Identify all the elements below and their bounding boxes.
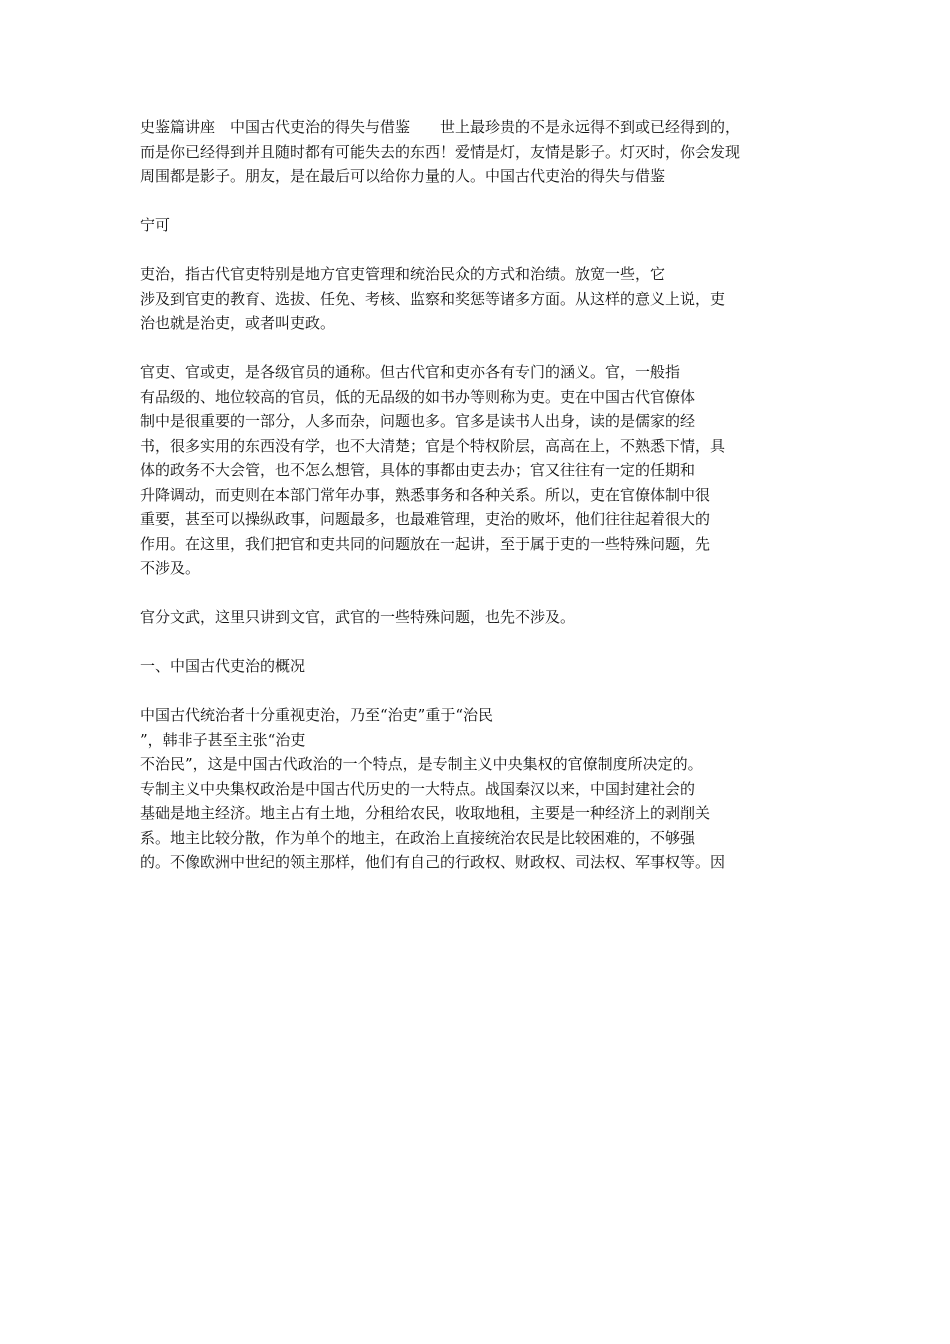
text-line: 重要，甚至可以操纵政事，问题最多，也最难管理，吏治的败坏，他们往往起着很大的 [140, 510, 711, 528]
text-line: 不涉及。 [140, 559, 201, 577]
text-line: 基础是地主经济。地主占有土地，分租给农民，收取地租，主要是一种经济上的剥削关 [140, 804, 711, 822]
text-line: 官吏、官或吏，是各级官员的通称。但古代官和吏亦各有专门的涵义。官，一般指 [140, 363, 681, 381]
paragraph-officials [140, 360, 820, 581]
document-body [140, 115, 820, 899]
section-heading-text: 一、中国古代吏治的概况 [140, 657, 306, 675]
text-line: 史鉴篇讲座 中国古代吏治的得失与借鉴 世上最珍贵的不是永远得不到或已经得到的， [140, 118, 741, 136]
text-line: 中国古代统治者十分重视吏治，乃至“治吏”重于“治民 [140, 706, 494, 724]
text-line: 系。地主比较分散，作为单个的地主，在政治上直接统治农民是比较困难的，不够强 [140, 828, 696, 847]
author-name: 宁可 [140, 216, 171, 234]
paragraph-definition [140, 262, 820, 336]
paragraph-intro [140, 115, 820, 189]
text-line: ”，韩非子甚至主张“治吏 [140, 730, 306, 749]
text-line: 吏治，指古代官吏特别是地方官吏管理和统治民众的方式和治绩。放宽一些，它 [140, 265, 666, 283]
text-line: 体的政务不大会管，也不怎么想管，具体的事都由吏去办；官又往往有一定的任期和 [140, 461, 696, 479]
text-line: 周围都是影子。朋友，是在最后可以给你力量的人。中国古代吏治的得失与借鉴 [140, 167, 666, 185]
section-heading [140, 654, 820, 679]
paragraph-civil-military [140, 605, 820, 630]
text-line: 书，很多实用的东西没有学，也不大清楚；官是个特权阶层，高高在上，不熟悉下情，具 [140, 436, 726, 455]
text-line: 作用。在这里，我们把官和吏共同的问题放在一起讲，至于属于吏的一些特殊问题，先 [140, 534, 711, 553]
paragraph-overview [140, 703, 820, 875]
text-line: 专制主义中央集权政治是中国古代历史的一大特点。战国秦汉以来，中国封建社会的 [140, 779, 696, 798]
text-line: 的。不像欧洲中世纪的领主那样，他们有自己的行政权、财政权、司法权、军事权等。因 [140, 853, 726, 871]
text-line: 有品级的、地位较高的官员，低的无品级的如书办等则称为吏。吏在中国古代官僚体 [140, 387, 696, 406]
text-line: 而是你已经得到并且随时都有可能失去的东西！爱情是灯，友情是影子。灯灭时，你会发现 [140, 142, 741, 161]
text-line: 制中是很重要的一部分，人多而杂，问题也多。官多是读书人出身，读的是儒家的经 [140, 412, 696, 430]
text-line: 官分文武，这里只讲到文官，武官的一些特殊问题，也先不涉及。 [140, 608, 576, 626]
text-line: 涉及到官吏的教育、选拔、任免、考核、监察和奖惩等诸多方面。从这样的意义上说，吏 [140, 289, 726, 308]
text-line: 不治民”，这是中国古代政治的一个特点，是专制主义中央集权的官僚制度所决定的。 [140, 755, 703, 773]
text-line: 治也就是治吏，或者叫吏政。 [140, 314, 336, 332]
text-line: 升降调动，而吏则在本部门常年办事，熟悉事务和各种关系。所以，吏在官僚体制中很 [140, 485, 711, 504]
paragraph-author [140, 213, 820, 238]
